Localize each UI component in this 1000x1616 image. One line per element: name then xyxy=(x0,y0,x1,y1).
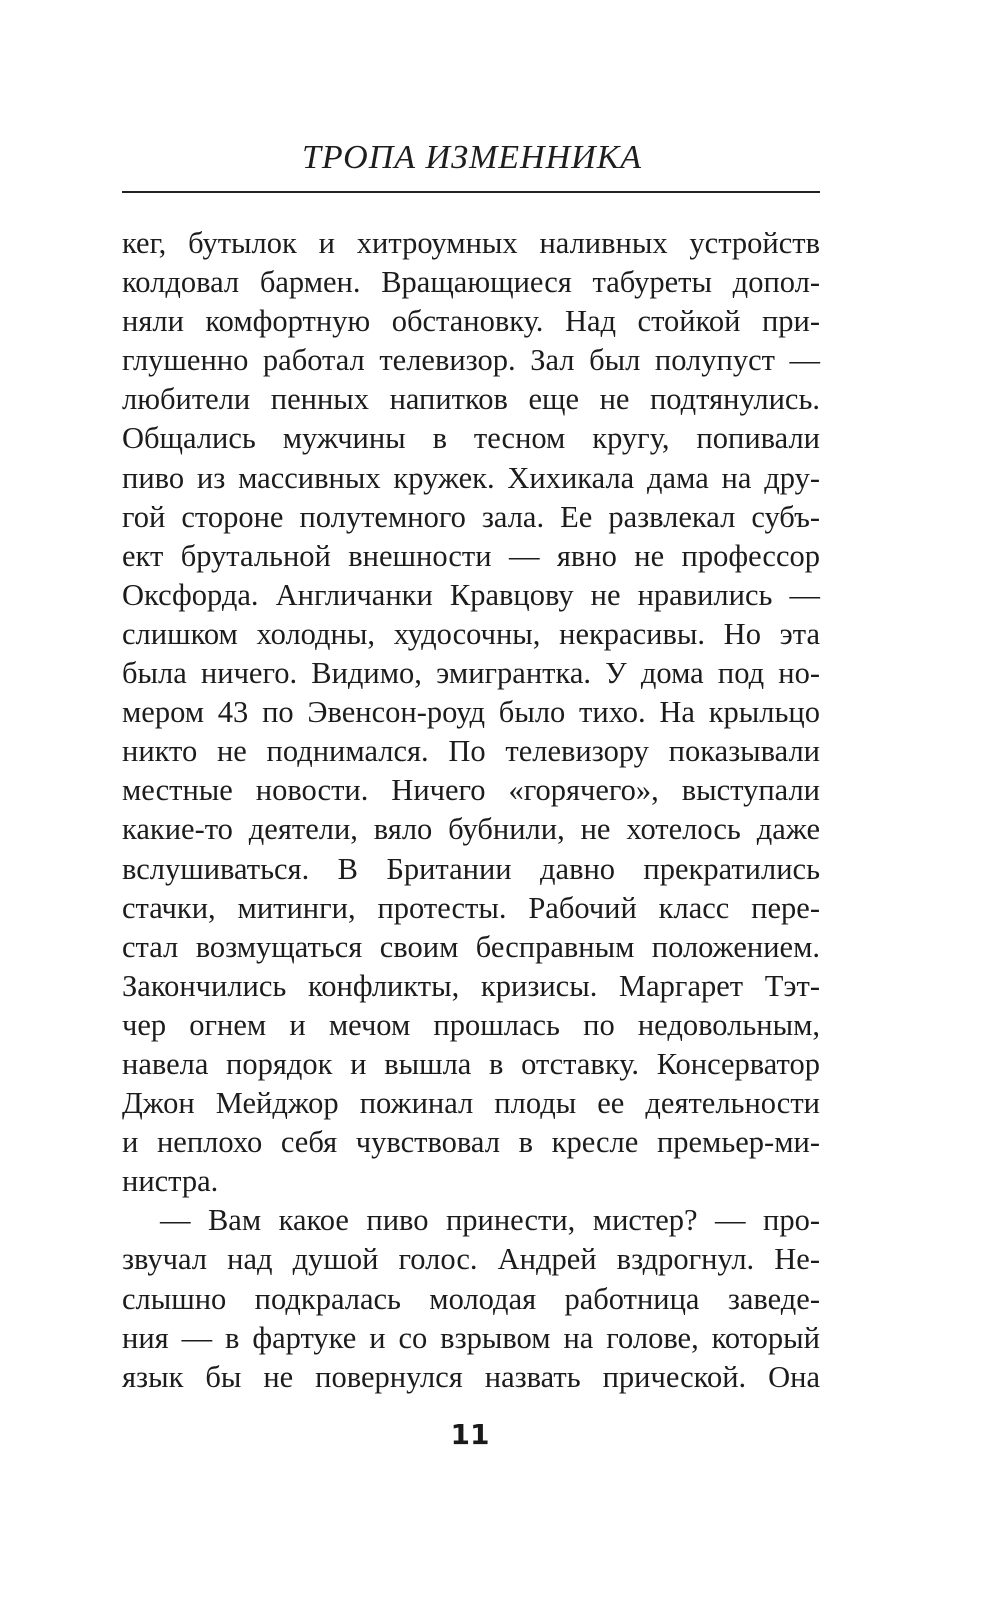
header-rule xyxy=(122,191,820,193)
text-line: местные новости. Ничего «горячего», выступали xyxy=(122,773,820,808)
text-line: стал возмущаться своим бесправным положением. xyxy=(122,929,820,964)
text-line: никто не поднимался. По телевизору показывали xyxy=(122,734,820,769)
text-line: была ничего. Видимо, эмигрантка. У дома под но- xyxy=(122,656,820,691)
text-line: няли комфортную обстановку. Над стойкой при- xyxy=(122,304,820,339)
text-line: колдовал бармен. Вращающиеся табуреты допол- xyxy=(122,265,820,300)
body-text xyxy=(122,224,820,1397)
text-line: чер огнем и мечом прошлась по недовольным, xyxy=(122,1007,820,1042)
text-line: гой стороне полутемного зала. Ее развлекал субъ- xyxy=(122,499,820,534)
text-line: стачки, митинги, протесты. Рабочий класс пере- xyxy=(122,890,820,925)
text-line: пиво из массивных кружек. Хихикала дама на дру- xyxy=(122,460,820,495)
text-line: нистра. xyxy=(122,1164,219,1199)
text-line: навела порядок и вышла в отставку. Консерватор xyxy=(122,1046,820,1081)
text-line: какие-то деятели, вяло бубнили, не хотелось даже xyxy=(122,812,820,847)
text-line: язык бы не повернулся назвать прической. Она xyxy=(122,1359,820,1394)
text-line: Закончились конфликты, кризисы. Маргарет Тэт- xyxy=(122,968,820,1003)
text-line: — Вам какое пиво принести, мистер? — про- xyxy=(160,1203,820,1238)
text-line: мером 43 по Эвенсон-роуд было тихо. На крыльцо xyxy=(122,695,820,730)
text-line: Джон Мейджор пожинал плоды ее деятельности xyxy=(122,1086,820,1121)
text-line: Оксфорда. Англичанки Кравцову не нравились — xyxy=(122,577,820,612)
text-line: кег, бутылок и хитроумных наливных устройств xyxy=(122,226,820,260)
text-line: слишком холодны, худосочны, некрасивы. Но эта xyxy=(122,616,820,651)
text-line: слышно подкралась молодая работница заведе- xyxy=(122,1281,820,1316)
text-line: вслушиваться. В Британии давно прекратились xyxy=(122,851,820,886)
text-line: Общались мужчины в тесном кругу, попивали xyxy=(122,421,820,456)
text-line: ния — в фартуке и со взрывом на голове, который xyxy=(122,1320,820,1355)
text-line: любители пенных напитков еще не подтянулись. xyxy=(122,382,820,417)
text-line: звучал над душой голос. Андрей вздрогнул. Не- xyxy=(122,1242,820,1277)
running-head: ТРОПА ИЗМЕННИКА xyxy=(301,139,643,176)
page-number: 11 xyxy=(450,1418,490,1451)
text-line: глушенно работал телевизор. Зал был полупуст — xyxy=(122,343,820,378)
text-line: и неплохо себя чувствовал в кресле премьер-ми- xyxy=(122,1125,820,1160)
text-line: ект брутальной внешности — явно не профессор xyxy=(122,538,820,573)
